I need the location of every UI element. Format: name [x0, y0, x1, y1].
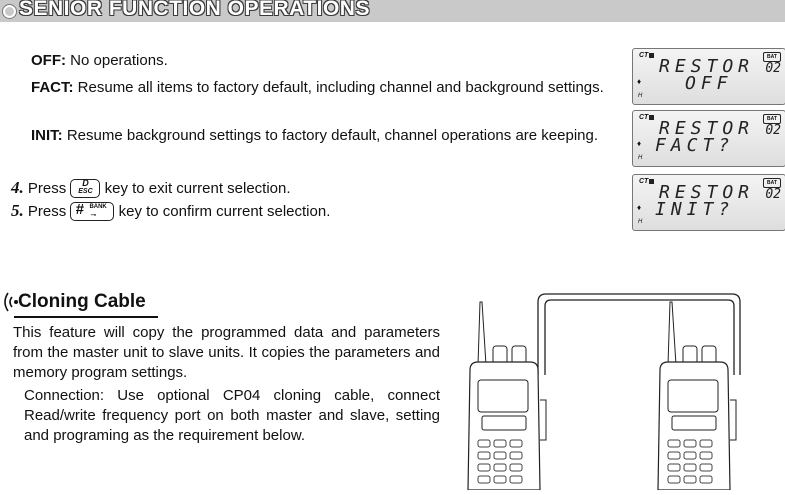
cloning-title: Cloning Cable [18, 291, 146, 312]
lcd-line-2: OFF [685, 73, 733, 94]
step-text: key to confirm current selection. [118, 203, 331, 220]
battery-icon: BAT [763, 178, 781, 188]
option-init [31, 125, 613, 146]
step-text: Press [27, 203, 67, 220]
step-4 [11, 177, 611, 199]
master-radio-icon [468, 302, 546, 490]
signal-waves-icon [1, 289, 19, 315]
power-indicator: H [638, 93, 643, 99]
lcd-line-1: RESTOR [659, 56, 755, 77]
cloning-intro: This feature will copy the programmed data and parameters from the master unit to slave units. It copies the parameters and memory program settings. [13, 324, 440, 381]
ct-indicator: CT [639, 114, 654, 121]
bullet-circle-icon [3, 5, 16, 18]
lcd-line-1: RESTOR [659, 118, 755, 139]
lcd-display-off [632, 48, 785, 105]
esc-key-icon: D ESC [70, 179, 100, 198]
ct-indicator: CT [639, 178, 654, 185]
channel-number: 02 [765, 61, 781, 76]
step-text: key to exit current selection. [104, 180, 291, 197]
option-text: Resume all items to factory default, including channel and background settings. [77, 79, 604, 96]
battery-icon: BAT [763, 114, 781, 124]
arrow-icon: ♦ [637, 77, 642, 86]
lcd-line-2: INIT? [655, 199, 735, 220]
radios-cloning-illustration [460, 290, 760, 490]
battery-icon: BAT [763, 52, 781, 62]
lcd-display-init [632, 174, 785, 231]
arrow-icon: ♦ [637, 203, 642, 212]
ct-indicator: CT [639, 52, 654, 59]
step-number: 5. [11, 201, 24, 220]
step-5 [11, 200, 611, 222]
channel-number: 02 [765, 187, 781, 202]
lcd-line-1: RESTOR [659, 182, 755, 203]
power-indicator: H [638, 155, 643, 161]
slave-radio-icon [658, 302, 736, 490]
arrow-icon: ♦ [637, 139, 642, 148]
option-off [31, 50, 613, 71]
power-indicator: H [638, 219, 643, 225]
section-header-bar [0, 0, 785, 22]
title-underline [14, 316, 158, 318]
step-number: 4. [11, 178, 24, 197]
cloning-connection: Connection: Use optional CP04 cloning cable, connect Read/write frequency port on both master and slave, setting and programing as the requirement below. [24, 387, 440, 444]
option-key: INIT: [31, 127, 63, 144]
lcd-display-fact [632, 110, 785, 167]
channel-number: 02 [765, 123, 781, 138]
option-key: FACT: [31, 79, 74, 96]
section-title: SENIOR FUNCTION OPERATIONS [19, 0, 370, 20]
option-fact [31, 77, 613, 98]
bank-key-icon: # BANK ⊸ [70, 202, 114, 221]
option-text: No operations. [70, 52, 168, 69]
option-key: OFF: [31, 52, 66, 69]
lcd-line-2: FACT? [655, 135, 735, 156]
option-text: Resume background settings to factory default, channel operations are keeping. [66, 127, 599, 144]
step-text: Press [27, 180, 67, 197]
